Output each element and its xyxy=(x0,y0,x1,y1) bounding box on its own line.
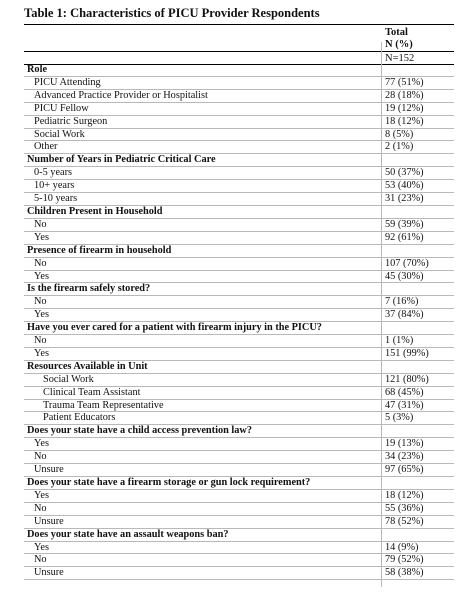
section-label: Resources Available in Unit xyxy=(27,360,148,372)
section-header-row xyxy=(24,245,454,258)
row-label: 5-10 years xyxy=(34,193,78,205)
row-value: 58 (38%) xyxy=(385,567,424,579)
row-label: 10+ years xyxy=(34,180,75,192)
row-value: 7 (16%) xyxy=(385,296,419,308)
table-row xyxy=(24,271,454,284)
row-label: 0-5 years xyxy=(34,167,73,179)
table-row xyxy=(24,516,454,529)
row-value: 31 (23%) xyxy=(385,193,424,205)
row-label: No xyxy=(34,335,47,347)
row-label: No xyxy=(34,296,47,308)
section-header-row xyxy=(24,64,454,77)
row-value: 53 (40%) xyxy=(385,180,424,192)
row-value: 79 (52%) xyxy=(385,554,424,566)
table-row xyxy=(24,412,454,425)
section-header-row xyxy=(24,154,454,167)
table-row xyxy=(24,219,454,232)
row-value: 18 (12%) xyxy=(385,489,424,501)
section-header-row xyxy=(24,361,454,374)
section-header-row xyxy=(24,283,454,296)
row-label: Yes xyxy=(34,438,49,450)
row-label: Yes xyxy=(34,489,49,501)
row-value: 78 (52%) xyxy=(385,515,424,527)
table-row xyxy=(24,400,454,413)
section-label: Is the firearm safely stored? xyxy=(27,283,151,295)
table-row xyxy=(24,438,454,451)
table-row xyxy=(24,542,454,555)
row-label: PICU Attending xyxy=(34,76,101,88)
table-row xyxy=(24,490,454,503)
row-value: 50 (37%) xyxy=(385,167,424,179)
row-label: No xyxy=(34,554,47,566)
section-header-row xyxy=(24,477,454,490)
row-value: 2 (1%) xyxy=(385,141,414,153)
section-label: Does your state have a firearm storage or gun lock requirement? xyxy=(27,477,311,488)
section-label: Does your state have an assault weapons ban? xyxy=(27,528,229,540)
section-header-row xyxy=(24,529,454,542)
section-label: Presence of firearm in household xyxy=(27,244,172,256)
row-value: 5 (3%) xyxy=(385,412,414,424)
section-label: Have you ever cared for a patient with firearm injury in the PICU? xyxy=(27,322,322,334)
row-label: PICU Fellow xyxy=(34,102,89,114)
row-value: 19 (12%) xyxy=(385,102,424,114)
section-header-row xyxy=(24,206,454,219)
row-value: 28 (18%) xyxy=(385,89,424,101)
table-body xyxy=(24,64,454,580)
row-label: Yes xyxy=(34,541,49,553)
table-row xyxy=(24,335,454,348)
table-row xyxy=(24,116,454,129)
row-value: 18 (12%) xyxy=(385,115,424,127)
table-row xyxy=(24,387,454,400)
row-label: Unsure xyxy=(34,515,64,527)
table-row xyxy=(24,348,454,361)
row-label: No xyxy=(34,218,47,230)
row-label: Trauma Team Representative xyxy=(43,399,164,411)
table-row xyxy=(24,167,454,180)
table-row xyxy=(24,567,454,580)
table-row xyxy=(24,141,454,154)
table-row xyxy=(24,180,454,193)
section-label: Does your state have a child access prevention law? xyxy=(27,425,252,437)
row-value: 121 (80%) xyxy=(385,373,429,385)
row-value: 19 (13%) xyxy=(385,438,424,450)
table-row xyxy=(24,129,454,142)
row-label: Pediatric Surgeon xyxy=(34,115,108,127)
row-value: 37 (84%) xyxy=(385,309,424,321)
section-label: Number of Years in Pediatric Critical Care xyxy=(27,154,216,166)
section-label: Children Present in Household xyxy=(27,205,163,217)
table-row xyxy=(24,193,454,206)
table-row xyxy=(24,103,454,116)
row-label: No xyxy=(34,257,47,269)
row-label: Social Work xyxy=(43,373,94,385)
table-caption: Table 1: Characteristics of PICU Provider Respondents xyxy=(24,6,320,20)
table-row xyxy=(24,374,454,387)
header-rule xyxy=(24,51,454,52)
row-value: 1 (1%) xyxy=(385,335,414,347)
row-value: 45 (30%) xyxy=(385,270,424,282)
table-row xyxy=(24,232,454,245)
row-value: 92 (61%) xyxy=(385,231,424,243)
row-label: Social Work xyxy=(34,128,85,140)
table-row xyxy=(24,503,454,516)
row-label: Other xyxy=(34,141,58,153)
column-header-n-percent: N (%) xyxy=(385,39,413,50)
row-label: Patient Educators xyxy=(43,412,116,424)
table-row xyxy=(24,554,454,567)
table-row xyxy=(24,451,454,464)
row-label: Yes xyxy=(34,347,49,359)
section-header-row xyxy=(24,322,454,335)
section-label: Role xyxy=(27,64,48,75)
row-value: 151 (99%) xyxy=(385,347,429,359)
row-value: 47 (31%) xyxy=(385,399,424,411)
row-value: 34 (23%) xyxy=(385,451,424,463)
row-value: 107 (70%) xyxy=(385,257,429,269)
row-value: 68 (45%) xyxy=(385,386,424,398)
sample-size: N=152 xyxy=(385,53,415,64)
row-label: Yes xyxy=(34,231,49,243)
row-label: Unsure xyxy=(34,464,64,476)
row-label: Clinical Team Assistant xyxy=(43,386,141,398)
row-value: 97 (65%) xyxy=(385,464,424,476)
table-row xyxy=(24,90,454,103)
top-rule xyxy=(24,24,454,25)
column-header-total: Total xyxy=(385,27,408,38)
row-value: 14 (9%) xyxy=(385,541,419,553)
row-label: Advanced Practice Provider or Hospitalist xyxy=(34,89,208,101)
row-label: Yes xyxy=(34,309,49,321)
row-value: 8 (5%) xyxy=(385,128,414,140)
row-label: Unsure xyxy=(34,567,64,579)
row-label: No xyxy=(34,502,47,514)
row-label: No xyxy=(34,451,47,463)
table-row xyxy=(24,258,454,271)
row-value: 59 (39%) xyxy=(385,218,424,230)
row-value: 77 (51%) xyxy=(385,76,424,88)
table-row xyxy=(24,77,454,90)
row-value: 55 (36%) xyxy=(385,502,424,514)
table-row xyxy=(24,309,454,322)
table-row xyxy=(24,464,454,477)
section-header-row xyxy=(24,425,454,438)
row-label: Yes xyxy=(34,270,49,282)
table-row xyxy=(24,296,454,309)
